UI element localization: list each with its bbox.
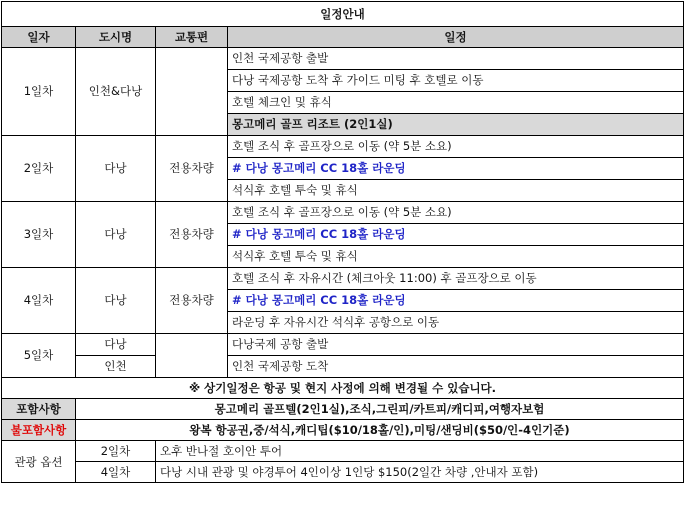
day5-item: 인천 국제공항 도착	[228, 356, 684, 378]
day4-city: 다낭	[76, 268, 156, 334]
header-row	[2, 27, 684, 48]
included-text: 몽고메리 골프텔(2인1실),조식,그린피/카트피/캐디피,여행자보험	[76, 399, 684, 420]
day1-transport	[156, 48, 228, 136]
header-transport: 교통편	[156, 27, 228, 48]
day1-hotel: 몽고메리 골프 리조트 (2인1실)	[228, 114, 684, 136]
day4-row	[2, 268, 684, 290]
day4-item: 호텔 조식 후 자유시간 (체크아웃 11:00) 후 골프장으로 이동	[228, 268, 684, 290]
day3-city: 다낭	[76, 202, 156, 268]
day5-city: 인천	[76, 356, 156, 378]
excluded-row	[2, 420, 684, 441]
day3-row	[2, 202, 684, 224]
day3-item: 호텔 조식 후 골프장으로 이동 (약 5분 소요)	[228, 202, 684, 224]
day4-label: 4일차	[2, 268, 76, 334]
option-text: 오후 반나절 호이안 투어	[156, 441, 684, 462]
excluded-text: 왕복 항공권,중/석식,캐디팁($10/18홀/인),미팅/샌딩비($50/인-4인기준)	[76, 420, 684, 441]
day1-row	[2, 48, 684, 70]
day1-item: 호텔 체크인 및 휴식	[228, 92, 684, 114]
day1-item: 인천 국제공항 출발	[228, 48, 684, 70]
day3-item: 석식후 호텔 투숙 및 휴식	[228, 246, 684, 268]
header-city: 도시명	[76, 27, 156, 48]
day5-row	[2, 334, 684, 356]
day4-item: 라운딩 후 자유시간 석식후 공항으로 이동	[228, 312, 684, 334]
day5-label: 5일차	[2, 334, 76, 378]
included-label: 포함사항	[2, 399, 76, 420]
notice-row	[2, 378, 684, 399]
day4-golf: # 다낭 몽고메리 CC 18홀 라운딩	[228, 290, 684, 312]
excluded-label: 불포함사항	[2, 420, 76, 441]
option-row	[2, 462, 684, 483]
day5-transport	[156, 334, 228, 378]
included-row	[2, 399, 684, 420]
day2-transport: 전용차량	[156, 136, 228, 202]
page-title: 일정안내	[2, 2, 684, 27]
itinerary-table	[1, 1, 684, 483]
notice-text: ※ 상기일정은 항공 및 현지 사정에 의해 변경될 수 있습니다.	[2, 378, 684, 399]
day2-row	[2, 136, 684, 158]
option-text: 다낭 시내 관광 및 야경투어 4인이상 1인당 $150(2일간 차량 ,안내자 포함)	[156, 462, 684, 483]
day2-label: 2일차	[2, 136, 76, 202]
day2-item: 호텔 조식 후 골프장으로 이동 (약 5분 소요)	[228, 136, 684, 158]
day5-item: 다낭국제 공항 출발	[228, 334, 684, 356]
day1-label: 1일차	[2, 48, 76, 136]
day3-label: 3일차	[2, 202, 76, 268]
day5-city: 다낭	[76, 334, 156, 356]
day1-item: 다낭 국제공항 도착 후 가이드 미팅 후 호텔로 이동	[228, 70, 684, 92]
header-day: 일자	[2, 27, 76, 48]
option-day: 4일차	[76, 462, 156, 483]
options-label: 관광 옵션	[2, 441, 76, 483]
day5-row	[2, 356, 684, 378]
option-day: 2일차	[76, 441, 156, 462]
day2-city: 다낭	[76, 136, 156, 202]
day2-golf: # 다낭 몽고메리 CC 18홀 라운딩	[228, 158, 684, 180]
option-row	[2, 441, 684, 462]
day3-golf: # 다낭 몽고메리 CC 18홀 라운딩	[228, 224, 684, 246]
title-row	[2, 2, 684, 27]
day2-item: 석식후 호텔 투숙 및 휴식	[228, 180, 684, 202]
day3-transport: 전용차량	[156, 202, 228, 268]
day4-transport: 전용차량	[156, 268, 228, 334]
day1-city: 인천&다낭	[76, 48, 156, 136]
header-schedule: 일정	[228, 27, 684, 48]
